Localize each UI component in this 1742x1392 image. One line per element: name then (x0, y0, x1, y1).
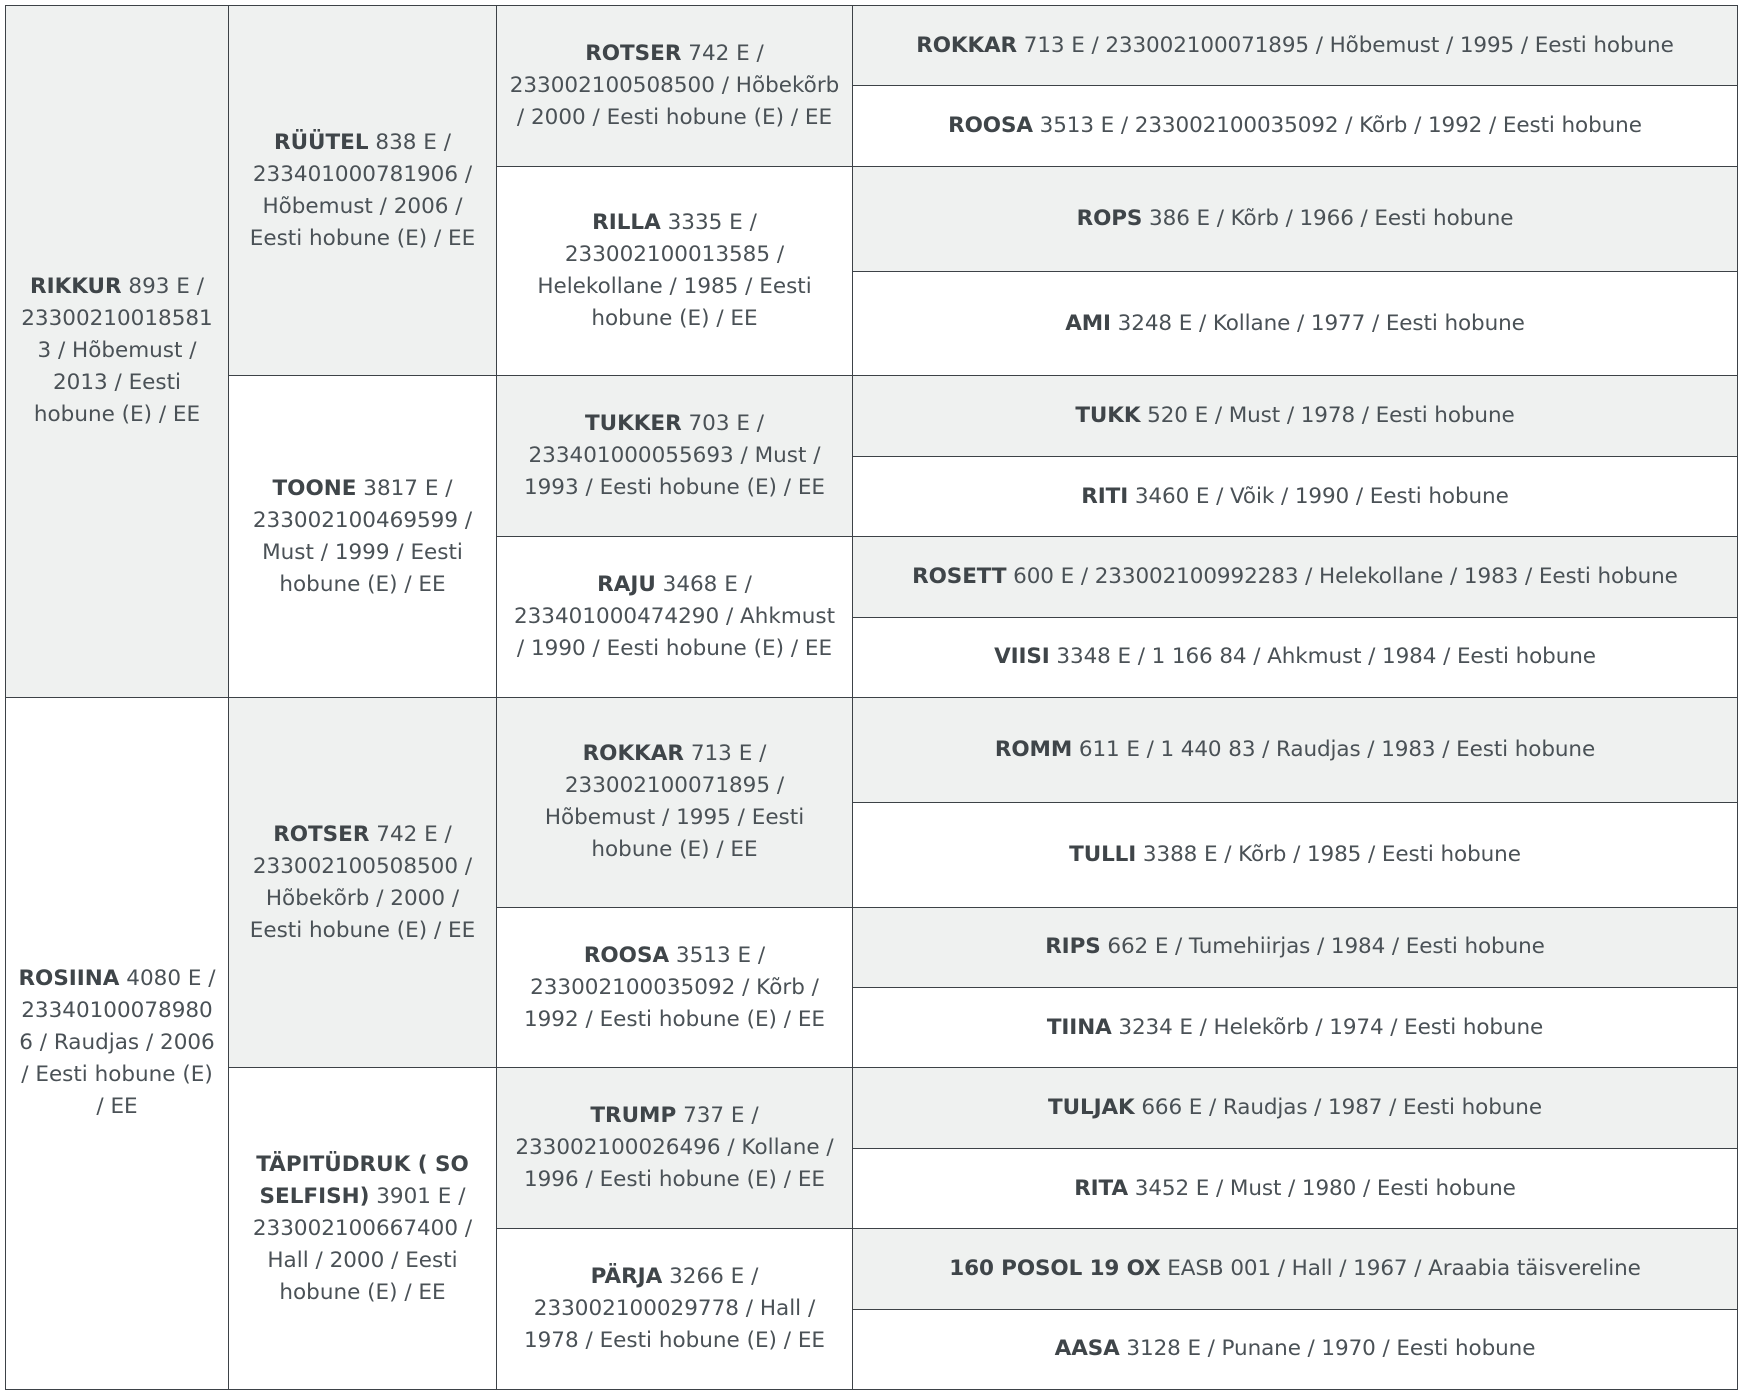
horse-details: 893 E / 233002100185813 / Hõbemust / 2013 / Eesti hobune (E) / EE (21, 274, 213, 428)
horse-name: TOONE (272, 475, 357, 501)
dam-dam-sire-cell (497, 1068, 853, 1229)
horse-name: TRUMP (590, 1103, 677, 1129)
pedigree-table (5, 5, 1738, 1390)
horse-details: 713 E / 233002100071895 / Hõbemust / 1995 / Eesti hobune (1023, 32, 1674, 58)
horse-name: ROSIINA (18, 966, 120, 992)
dam-sire-sire-cell (497, 697, 853, 907)
horse-details: 611 E / 1 440 83 / Raudjas / 1983 / Eesti hobune (1078, 736, 1596, 762)
horse-name: AASA (1054, 1336, 1120, 1362)
g4-cell (853, 988, 1738, 1068)
horse-details: 742 E / 233002100508500 / Hõbekõrb / 2000 / Eesti hobune (E) / EE (249, 821, 476, 943)
sire-dam-sire-cell (497, 376, 853, 537)
horse-name: RIPS (1045, 934, 1101, 960)
sire-sire-sire-cell (497, 6, 853, 167)
g4-cell (853, 271, 1738, 376)
horse-name: TUKK (1075, 403, 1141, 429)
horse-name: AMI (1065, 310, 1111, 336)
horse-name: ROKKAR (582, 741, 684, 767)
horse-name: RITI (1081, 483, 1129, 509)
horse-name: RIKKUR (30, 274, 122, 300)
sire-sire-dam-cell (497, 166, 853, 376)
horse-details: 737 E / 233002100026496 / Kollane / 1996 / Eesti hobune (E) / EE (515, 1103, 834, 1193)
horse-details: 3388 E / Kõrb / 1985 / Eesti hobune (1142, 841, 1521, 867)
g4-cell (853, 537, 1738, 617)
horse-details: 4080 E / 233401000789806 / Raudjas / 2006 / Eesti hobune (E) / EE (19, 966, 216, 1120)
horse-details: 3513 E / 233002100035092 / Kõrb / 1992 / Eesti hobune (E) / EE (523, 942, 826, 1032)
horse-details: 600 E / 233002100992283 / Helekollane / 1983 / Eesti hobune (1013, 563, 1678, 589)
horse-name: ROMM (994, 736, 1073, 762)
g4-cell (853, 1309, 1738, 1389)
horse-name: PÄRJA (590, 1264, 663, 1290)
horse-details: 3817 E / 233002100469599 / Must / 1999 / Eesti hobune (E) / EE (252, 475, 473, 597)
horse-name: 160 POSOL 19 OX (949, 1255, 1161, 1281)
horse-details: 3513 E / 233002100035092 / Kõrb / 1992 / Eesti hobune (1039, 113, 1642, 139)
horse-details: 713 E / 233002100071895 / Hõbemust / 1995 / Eesti hobune (E) / EE (544, 741, 805, 863)
horse-name: ROSETT (912, 563, 1007, 589)
horse-details: 3266 E / 233002100029778 / Hall / 1978 / Eesti hobune (E) / EE (523, 1264, 826, 1354)
sire-sire-cell (229, 6, 497, 376)
horse-name: ROOSA (948, 113, 1033, 139)
horse-name: RAJU (597, 572, 656, 598)
horse-name: TULLI (1069, 841, 1137, 867)
horse-name: ROPS (1076, 205, 1143, 231)
horse-details: 3901 E / 233002100667400 / Hall / 2000 / Eesti hobune (E) / EE (252, 1183, 473, 1305)
horse-details: 3348 E / 1 166 84 / Ahkmust / 1984 / Eesti hobune (1056, 644, 1596, 670)
horse-name: TUKKER (584, 411, 682, 437)
horse-name: TIINA (1046, 1014, 1112, 1040)
horse-details: 3468 E / 233401000474290 / Ahkmust / 1990 / Eesti hobune (E) / EE (513, 572, 836, 662)
dam-sire-cell (229, 697, 497, 1067)
horse-name: ROKKAR (916, 32, 1018, 58)
g4-cell (853, 456, 1738, 536)
g4-cell (853, 907, 1738, 987)
horse-details: 666 E / Raudjas / 1987 / Eesti hobune (1141, 1095, 1542, 1121)
horse-details: 3248 E / Kollane / 1977 / Eesti hobune (1117, 310, 1525, 336)
horse-details: 3335 E / 233002100013585 / Helekollane / 1985 / Eesti hobune (E) / EE (537, 210, 812, 332)
horse-details: 3452 E / Must / 1980 / Eesti hobune (1134, 1175, 1516, 1201)
horse-name: ROTSER (273, 821, 370, 847)
horse-details: 662 E / Tumehiirjas / 1984 / Eesti hobune (1107, 934, 1545, 960)
g4-cell (853, 802, 1738, 907)
dam-sire-dam-cell (497, 907, 853, 1068)
horse-name: ROTSER (585, 40, 682, 66)
g4-cell (853, 697, 1738, 802)
g4-cell (853, 376, 1738, 456)
g4-cell (853, 617, 1738, 697)
g4-cell (853, 1068, 1738, 1148)
horse-name: RILLA (592, 210, 661, 236)
horse-details: 386 E / Kõrb / 1966 / Eesti hobune (1149, 205, 1514, 231)
horse-details: 3234 E / Helekõrb / 1974 / Eesti hobune (1118, 1014, 1544, 1040)
dam-cell (6, 697, 229, 1389)
sire-dam-dam-cell (497, 537, 853, 698)
horse-name: TULJAK (1048, 1095, 1135, 1121)
horse-details: 838 E / 233401000781906 / Hõbemust / 2006 / Eesti hobune (E) / EE (249, 129, 476, 251)
sire-dam-cell (229, 376, 497, 698)
horse-name: RITA (1074, 1175, 1128, 1201)
horse-name: ROOSA (583, 942, 670, 968)
g4-cell (853, 86, 1738, 166)
horse-details: 703 E / 233401000055693 / Must / 1993 / Eesti hobune (E) / EE (523, 411, 826, 501)
horse-details: 520 E / Must / 1978 / Eesti hobune (1147, 403, 1515, 429)
g4-cell (853, 1229, 1738, 1309)
horse-name: RÜÜTEL (274, 129, 369, 155)
dam-dam-dam-cell (497, 1229, 853, 1390)
g4-cell (853, 1148, 1738, 1228)
g4-cell (853, 166, 1738, 271)
horse-details: EASB 001 / Hall / 1967 / Araabia täisvereline (1167, 1255, 1641, 1281)
horse-name: VIISI (994, 644, 1050, 670)
horse-details: 742 E / 233002100508500 / Hõbekõrb / 2000 / Eesti hobune (E) / EE (509, 40, 840, 130)
horse-details: 3460 E / Võik / 1990 / Eesti hobune (1134, 483, 1509, 509)
sire-cell (6, 6, 229, 698)
dam-dam-cell (229, 1068, 497, 1390)
horse-details: 3128 E / Punane / 1970 / Eesti hobune (1126, 1336, 1536, 1362)
g4-cell (853, 6, 1738, 86)
horse-name: TÄPITÜDRUK ( SO SELFISH) (256, 1151, 469, 1209)
